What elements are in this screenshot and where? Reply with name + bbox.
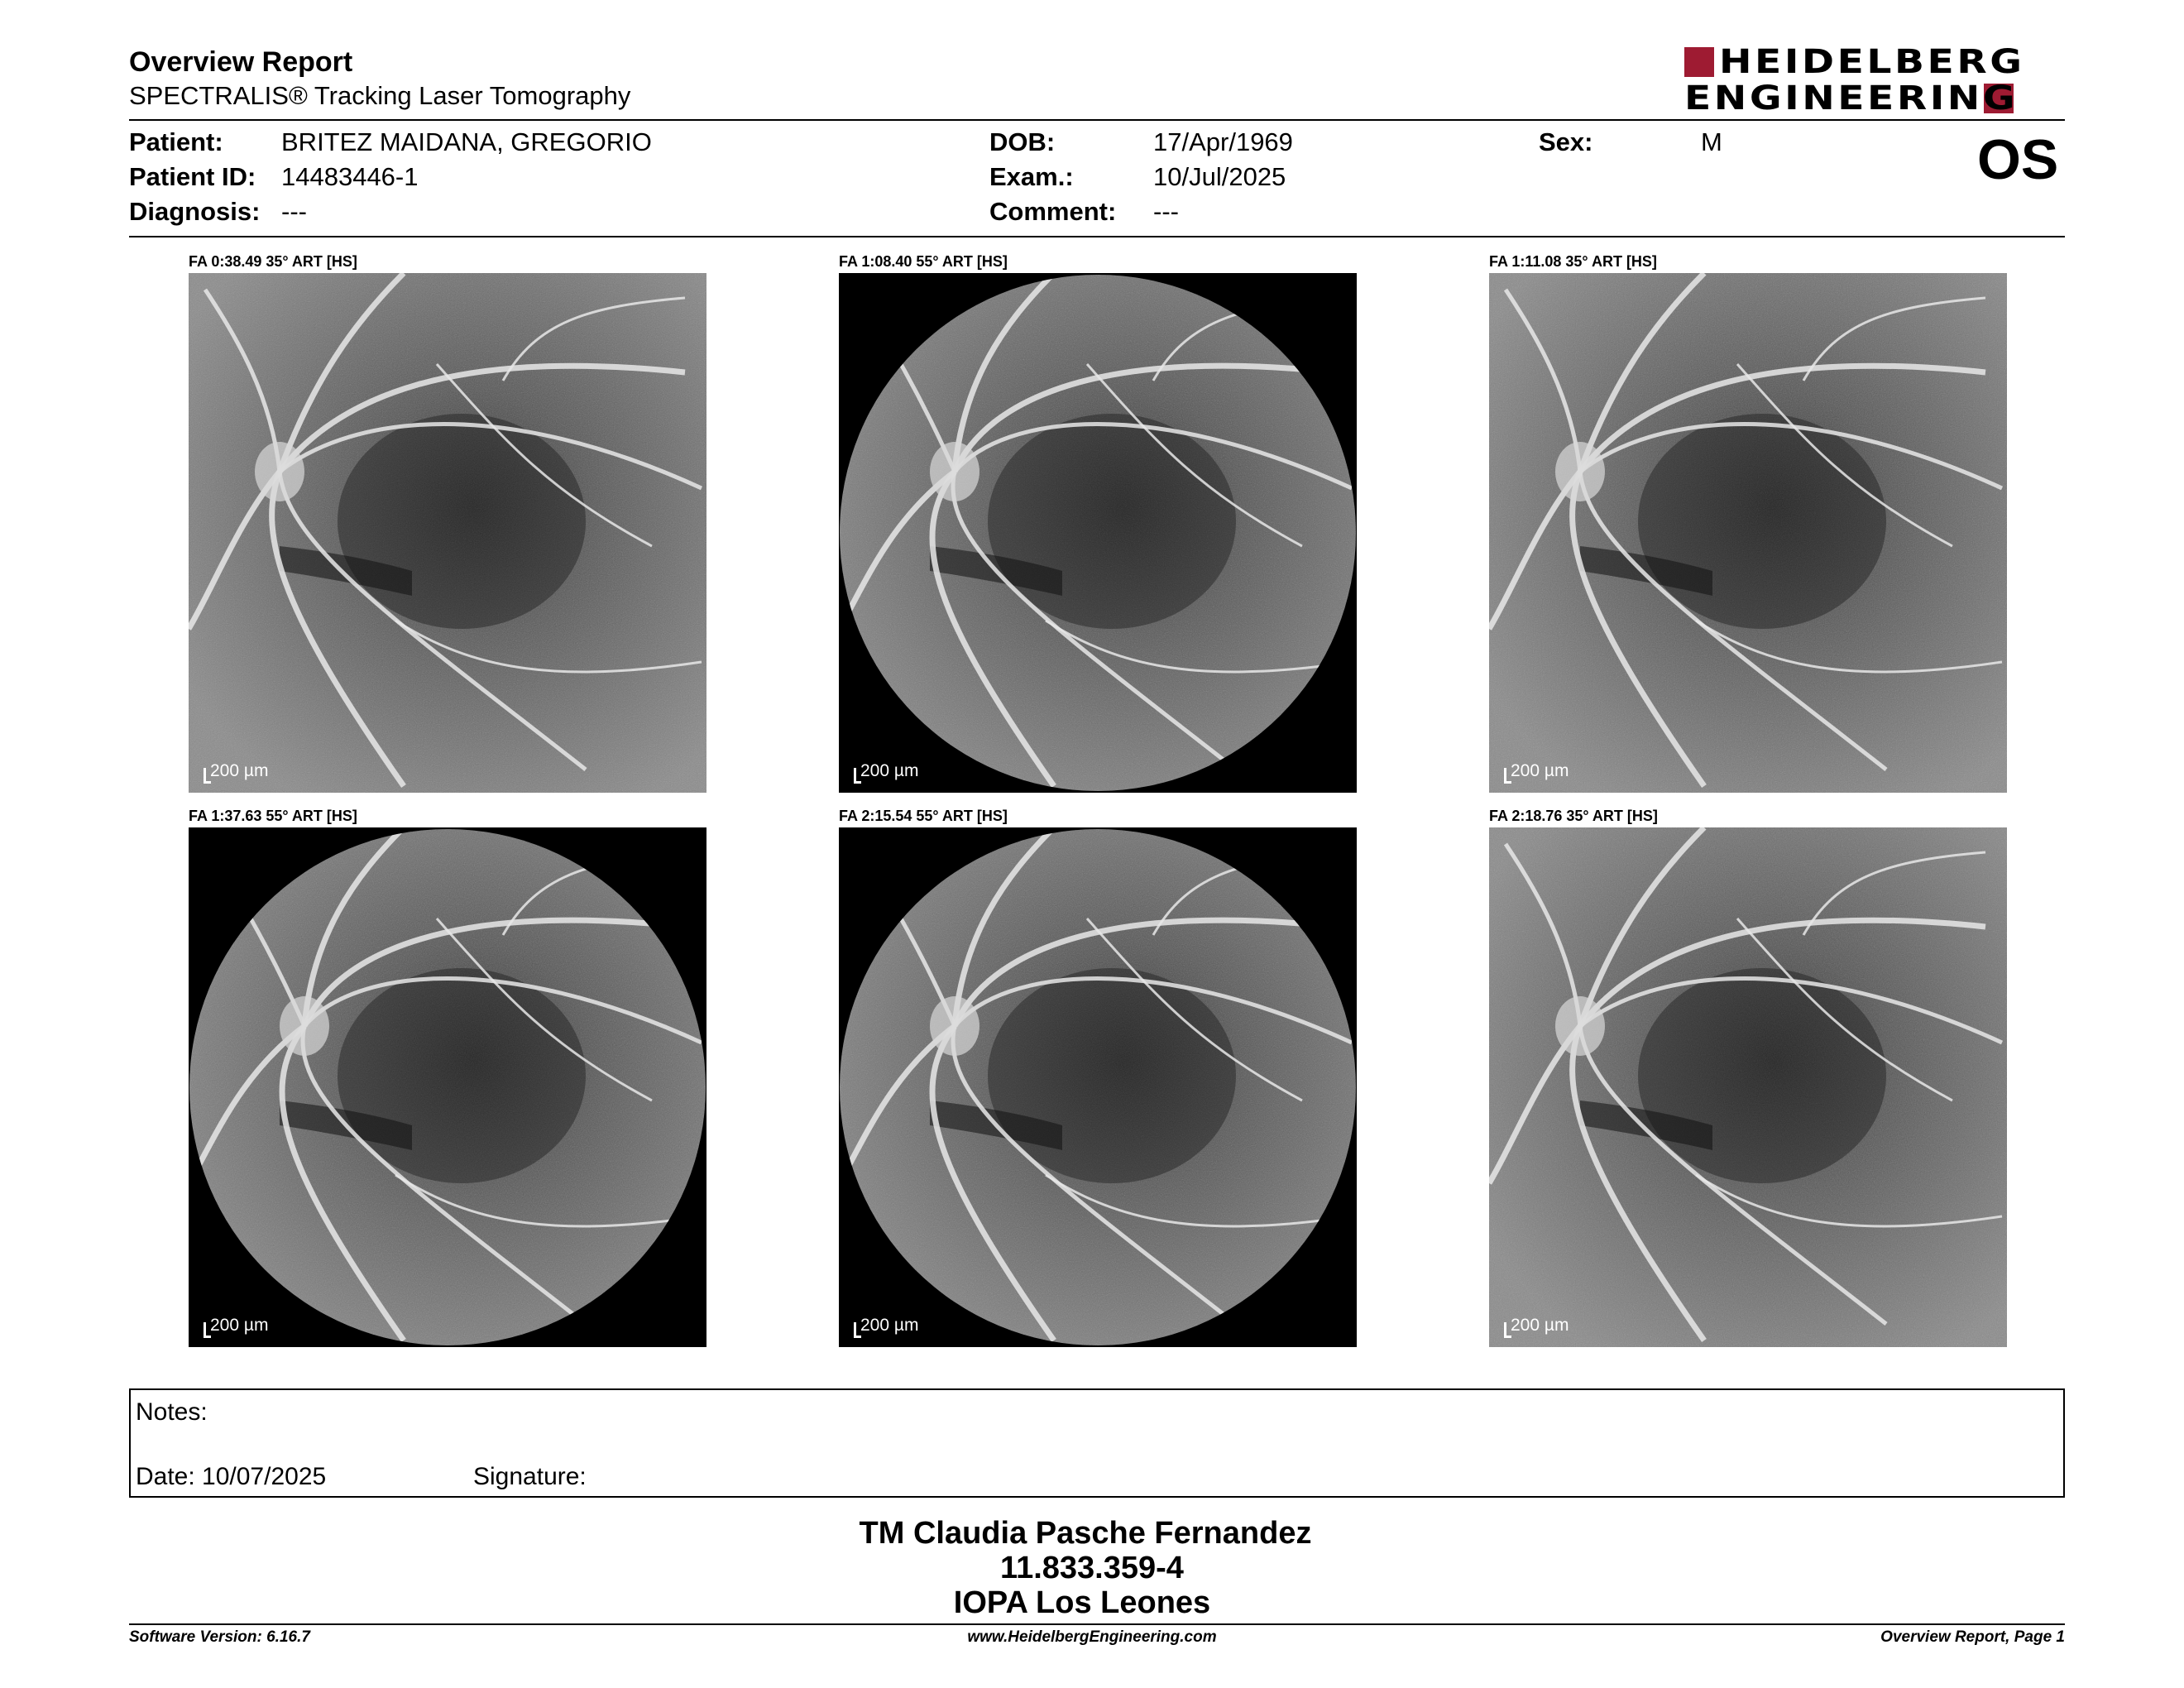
image-caption: FA 2:18.76 35° ART [HS] [1489,808,1658,824]
patient-name: BRITEZ MAIDANA, GREGORIO [281,127,652,156]
exam-label: Exam.: [989,162,1074,191]
angiogram-image[interactable] [189,827,706,1347]
dob-label: DOB: [989,127,1056,156]
report-subtitle: SPECTRALIS® Tracking Laser Tomography [129,81,631,110]
date-label: Date: 10/07/2025 [136,1463,327,1490]
logo-line-1: HEIDELBERG [1719,43,2025,81]
angiogram-image[interactable] [1489,827,2007,1347]
scale-bar: 200 µm [204,761,268,781]
diagnosis-value: --- [281,197,307,226]
header-rule [129,119,2065,121]
diagnosis-label: Diagnosis: [129,197,261,226]
signer-id: 11.833.359-4 [1000,1551,1184,1585]
signer-institution: IOPA Los Leones [953,1585,1211,1620]
comment-label: Comment: [989,197,1117,226]
scale-bar: 200 µm [1504,761,1569,781]
scale-bar: 200 µm [854,1316,918,1336]
image-caption: FA 0:38.49 35° ART [HS] [189,253,357,270]
patient-label: Patient: [129,127,223,156]
fundus-drawing [839,273,1357,793]
software-version: Software Version: 6.16.7 [129,1628,310,1646]
scale-bar: 200 µm [1504,1316,1569,1336]
logo-line-2: ENGINEERING [1684,79,2019,117]
sex-value: M [1701,127,1722,156]
image-caption: FA 1:37.63 55° ART [HS] [189,808,357,824]
notes-label: Notes: [136,1398,208,1426]
comment-value: --- [1153,197,1179,226]
fundus-drawing [1489,273,2007,793]
image-caption: FA 1:11.08 35° ART [HS] [1489,253,1657,270]
signer-name: TM Claudia Pasche Fernandez [859,1516,1312,1551]
sex-label: Sex: [1539,127,1593,156]
page-label: Overview Report, Page 1 [1880,1628,2065,1646]
report-title: Overview Report [129,46,353,78]
image-caption: FA 2:15.54 55° ART [HS] [839,808,1008,824]
notes-box[interactable] [129,1388,2065,1498]
image-caption: FA 1:08.40 55° ART [HS] [839,253,1008,270]
fundus-drawing [189,273,706,793]
patient-rule [129,236,2065,237]
angiogram-image[interactable] [839,273,1357,793]
fundus-drawing [839,827,1357,1347]
exam-value: 10/Jul/2025 [1153,162,1286,191]
footer-rule [129,1623,2065,1625]
fundus-drawing [189,827,706,1347]
angiogram-image[interactable] [1489,273,2007,793]
dob-value: 17/Apr/1969 [1153,127,1293,156]
signature-label: Signature: [473,1463,587,1490]
eye-indicator: OS [1977,128,2059,191]
website-link[interactable]: www.HeidelbergEngineering.com [967,1628,1217,1646]
scale-bar: 200 µm [854,761,918,781]
patient-id-label: Patient ID: [129,162,256,191]
angiogram-image[interactable] [189,273,706,793]
logo-square-icon [1684,47,1714,77]
patient-id: 14483446-1 [281,162,419,191]
fundus-drawing [1489,827,2007,1347]
scale-bar: 200 µm [204,1316,268,1336]
heidelberg-logo [1684,43,2068,117]
angiogram-image[interactable] [839,827,1357,1347]
